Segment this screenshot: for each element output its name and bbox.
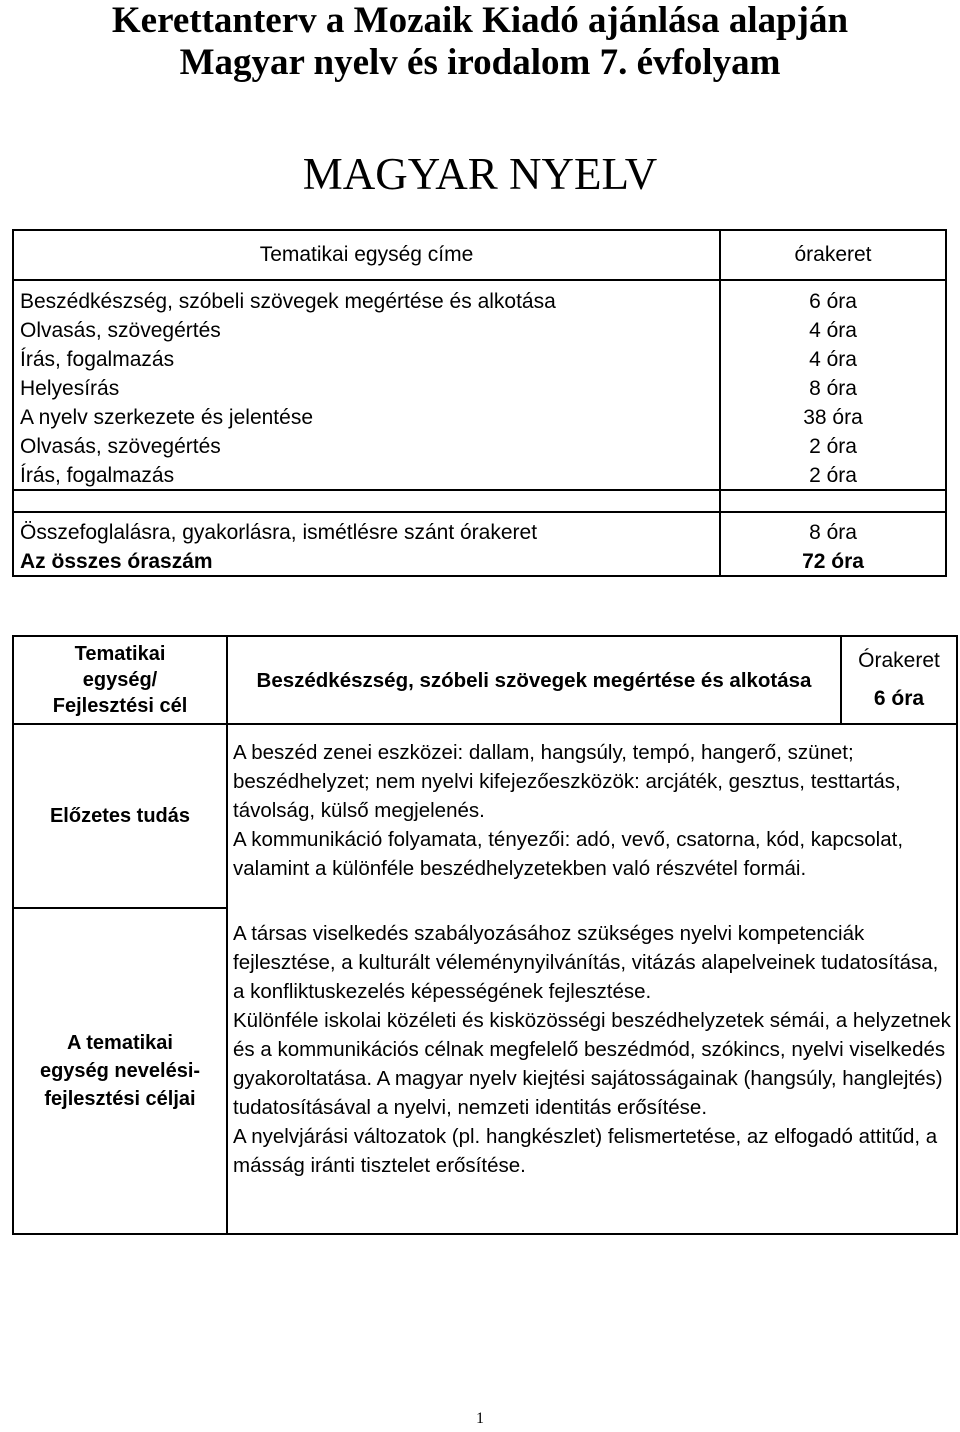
unit-title: Beszédkészség, szóbeli szövegek megértése és alkotása [256, 668, 812, 692]
unit-label-line: Tematikai [74, 643, 166, 665]
total-label: Az összes óraszám [20, 550, 213, 573]
unit-label-line: Fejlesztési cél [52, 695, 188, 717]
goals-text [233, 919, 955, 1180]
topic-row: Olvasás, szövegértés [20, 319, 221, 342]
topic-row: Beszédkészség, szóbeli szövegek megértése és alkotása [20, 290, 556, 313]
paragraph: A kommunikáció folyamata, tényezői: adó, vevő, csatorna, kód, kapcsolat, valamint a különféle beszédhelyzetekben való részvétel formái. [233, 828, 904, 880]
page-number: 1 [476, 1410, 484, 1427]
goals-label: A tematikai egység nevelési-fejlesztési céljai [39, 1032, 201, 1110]
topic-row: Írás, fogalmazás [20, 348, 175, 371]
prior-knowledge-text [233, 738, 953, 883]
document-title [0, 0, 960, 84]
hours-cell: 4 óra [809, 348, 857, 371]
paragraph: A beszéd zenei eszközei: dallam, hangsúly, tempó, hangerő, szünet; beszédhelyzet; nem nyelvi kifejezőeszközök: arcjáték, gesztus, testtartás, távolság, külső megjelenés. [233, 741, 901, 822]
hours-cell: 38 óra [803, 406, 863, 429]
hours-column-header: órakeret [794, 243, 872, 266]
review-label: Összefoglalásra, gyakorlásra, ismétlésre szánt órakeret [20, 521, 538, 544]
topic-row: Olvasás, szövegértés [20, 435, 221, 458]
section-heading: MAGYAR NYELV [302, 149, 658, 199]
title-line-2: Magyar nyelv és irodalom 7. évfolyam [179, 42, 781, 83]
hours-label: Órakeret [858, 649, 940, 672]
overview-table [12, 229, 947, 577]
column-divider [226, 637, 228, 1233]
topic-list [20, 287, 556, 490]
hours-cell: 2 óra [809, 464, 857, 487]
paragraph: Különféle iskolai közéleti és kisközösségi beszédhelyzetek sémái, a helyzetnek és a kommunikációs célnak megfelelő beszédmód, szókincs, nyelvi viselkedés gyakoroltatása. A magyar nyelv kiejtési sajátosságainak (hangsúly, hanglejtés) tudatosításával a nyelvi, nemzeti identitás erősítése. [233, 1009, 951, 1119]
topic-row: Helyesírás [20, 377, 120, 400]
unit-label-cell [14, 637, 226, 723]
hours-cell: 6 óra [809, 290, 857, 313]
summary-labels [20, 518, 537, 576]
topic-row: A nyelv szerkezete és jelentése [20, 406, 313, 429]
hours-list [721, 287, 945, 490]
topic-row: Írás, fogalmazás [20, 464, 175, 487]
hours-cell: 2 óra [809, 435, 857, 458]
review-hours: 8 óra [809, 521, 857, 544]
topic-column-header: Tematikai egység címe [259, 243, 474, 266]
paragraph: A társas viselkedés szabályozásához szükséges nyelvi kompetenciák fejlesztése, a kulturált véleménynyilvánítás, vitázás alapelveinek tudatosítása, a konfliktuskezelés képességének fejlesztése. [233, 922, 939, 1003]
hours-cell [842, 637, 956, 723]
title-line-1: Kerettanterv a Mozaik Kiadó ajánlása alapján [111, 0, 849, 41]
row-divider [14, 511, 945, 513]
summary-hours [721, 518, 945, 576]
paragraph: A nyelvjárási változatok (pl. hangkészlet) felismertetése, az elfogadó attitűd, a másság iránti tisztelet erősítése. [233, 1125, 938, 1177]
total-hours: 72 óra [802, 550, 864, 573]
header-divider [14, 279, 945, 281]
unit-table [12, 635, 958, 1235]
hours-value: 6 óra [873, 687, 925, 710]
unit-label-line: egység/ [82, 669, 158, 691]
hours-cell: 8 óra [809, 377, 857, 400]
hours-cell: 4 óra [809, 319, 857, 342]
prior-knowledge-label: Előzetes tudás [49, 804, 191, 827]
